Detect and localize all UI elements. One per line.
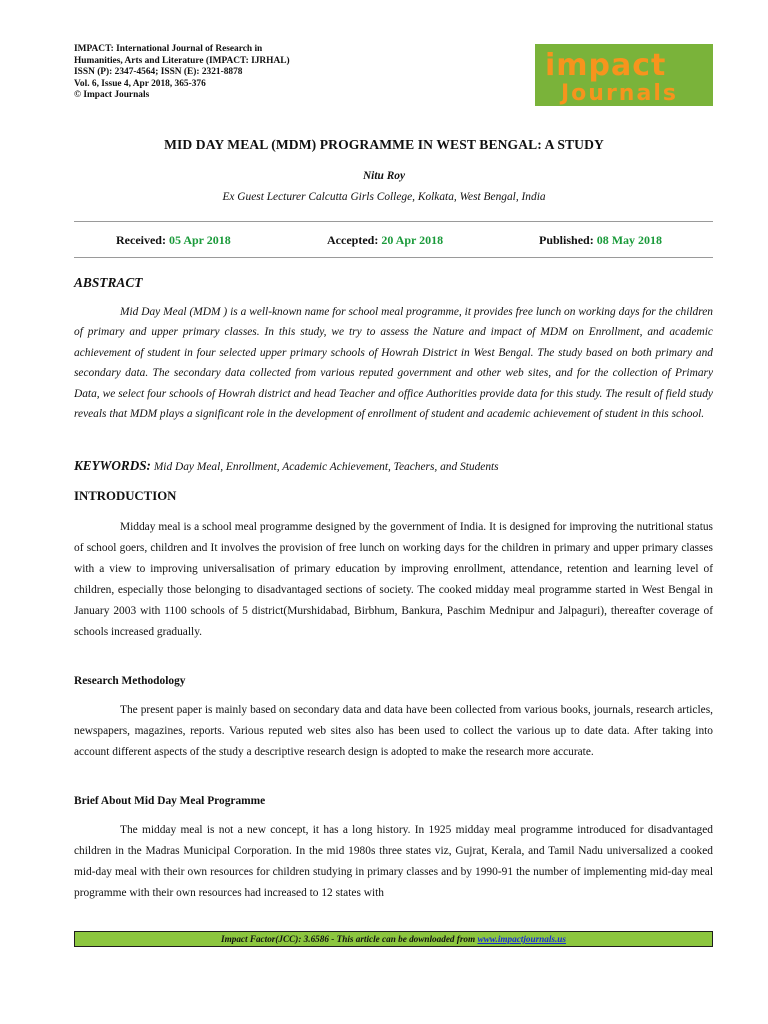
- received-label: Received:: [116, 233, 166, 247]
- divider-top: [74, 221, 713, 222]
- footer-bar: [74, 931, 713, 947]
- divider-bottom: [74, 257, 713, 258]
- author-affiliation: Ex Guest Lecturer Calcutta Girls College, Kolkata, West Bengal, India: [222, 191, 546, 203]
- accepted-label: Accepted:: [327, 233, 379, 247]
- journal-name-line2: Humanities, Arts and Literature (IMPACT: IJRHAL): [74, 55, 290, 66]
- research-methodology-text: The present paper is mainly based on secondary data and data have been collected from various books, journals, research articles, newspapers, magazines, reports. Various reputed web sites also has been used to collect the various up to date data. After taking into account different aspects of the study a descriptive research design is adopted to make the research more accurate.: [74, 704, 713, 758]
- journal-name-line1: IMPACT: International Journal of Research in: [74, 44, 263, 54]
- brief-about-heading: Brief About Mid Day Meal Programme: [74, 795, 266, 807]
- logo-graphic: [535, 44, 713, 106]
- accepted-value: 20 Apr 2018: [381, 233, 444, 247]
- author-name: Nitu Roy: [362, 170, 406, 182]
- received-value: 05 Apr 2018: [168, 233, 231, 247]
- paper-title: MID DAY MEAL (MDM) PROGRAMME IN WEST BENGAL: A STUDY: [164, 137, 604, 152]
- published-date: [539, 233, 662, 248]
- keywords-text: Mid Day Meal, Enrollment, Academic Achievement, Teachers, and Students: [153, 461, 499, 473]
- introduction-heading: INTRODUCTION: [74, 489, 177, 503]
- keywords: [74, 458, 713, 474]
- journal-website-link[interactable]: www.impactjournals.us: [477, 934, 566, 944]
- abstract-heading: ABSTRACT: [74, 275, 143, 290]
- journal-volume: Vol. 6, Issue 4, Apr 2018, 365-376: [74, 78, 206, 89]
- introduction-text: Midday meal is a school meal programme designed by the government of India. It is designed for improving the nutritional status of school goers, children and It involves the provision of free lunch on working days for the children in primary and upper primary classes with a view to improving universalisation of primary education by improving enrollment, attendance, retention and learning level of children, especially those belonging to disadvantaged sections of society. The cooked midday meal programme started in West Bengal in January 2003 with 1100 schools of 5 district(Murshidabad, Birbhum, Bankura, Paschim Mednipur and Jalpaguri), thereafter coverage of schools increased gradually.: [74, 521, 713, 638]
- accepted-date: [327, 233, 443, 248]
- logo-word-impact: impact: [545, 48, 667, 83]
- footer-text: Impact Factor(JCC): 3.6586 - This article can be downloaded from: [221, 934, 478, 944]
- keywords-label: KEYWORDS:: [74, 458, 151, 473]
- published-value: 08 May 2018: [596, 233, 663, 247]
- journal-copyright: © Impact Journals: [74, 90, 150, 101]
- published-label: Published:: [539, 233, 594, 247]
- logo-word-journals: Journals: [561, 81, 678, 106]
- brief-about-text: The midday meal is not a new concept, it has a long history. In 1925 midday meal programme introduced for disadvantaged children in the Madras Municipal Corporation. In the mid 1980s three states viz, Gujrat, Kerala, and Tamil Nadu universalized a cooked mid-day meal with their own resources for children studying in primary classes and by 1990-91 the number of implementing mid-day meal programme with their own resources had increased to 12 states with: [74, 824, 713, 899]
- research-methodology-heading: Research Methodology: [74, 675, 186, 687]
- received-date: [116, 233, 231, 248]
- journal-info: [74, 44, 394, 102]
- journal-issn: ISSN (P): 2347-4564; ISSN (E): 2321-8878: [74, 67, 243, 78]
- abstract-text: Mid Day Meal (MDM ) is a well-known name for school meal programme, it provides free lunch on working days for the children of primary and upper primary classes. In this study, we try to assess the Nature and impact of MDM on Enrollment, and academic achievement of student in four selected upper primary schools of Howrah District in West Bengal. The study based on both primary and secondary data. The secondary data collected from various reputed government and other web sites, and for the collection of Primary Data, we select four schools of Howrah district and head Teacher and office Authorities provide data for this study. The result of field study reveals that MDM plays a significant role in the development of enrollment of student and academic achievement of student in this school.: [74, 306, 713, 421]
- impact-journals-logo: [535, 44, 713, 106]
